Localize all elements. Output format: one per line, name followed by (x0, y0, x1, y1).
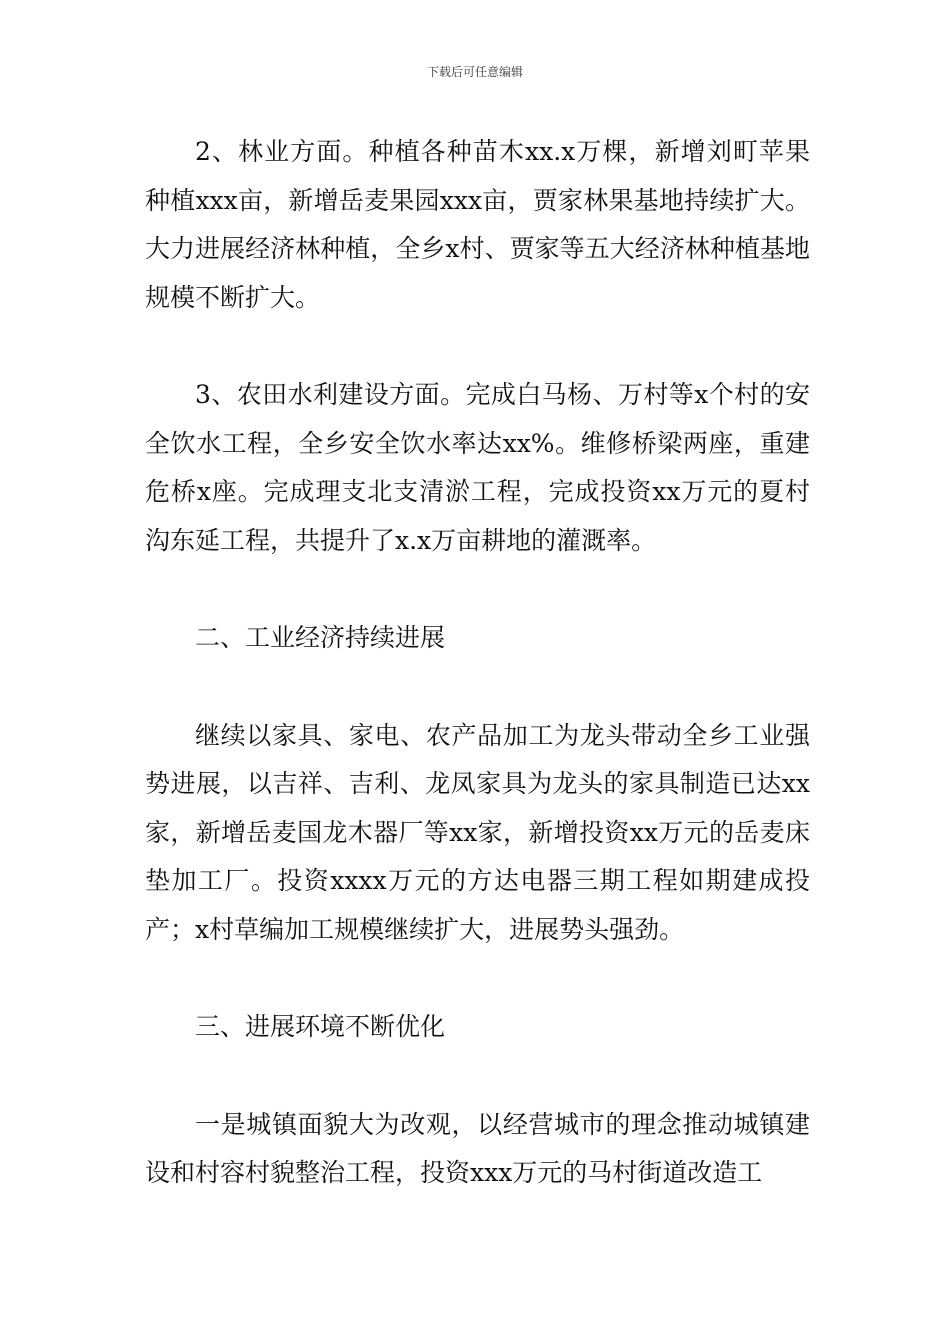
paragraph-water-conservancy: 3、农田水利建设方面。完成白马杨、万村等x个村的安全饮水工程，全乡安全饮水率达xx%。维修桥梁两座，重建危桥x座。完成理支北支清淤工程，完成投资xx万元的夏村沟东延工程，共提升了x.x万亩耕地的灌溉率。 (145, 380, 810, 555)
document-body (145, 128, 810, 1198)
section-heading-environment: 三、进展环境不断优化 (195, 1012, 446, 1041)
paragraph-town-appearance: 一是城镇面貌大为改观，以经营城市的理念推动城镇建设和村容村貌整治工程，投资xxx万元的马村街道改造工 (145, 1109, 810, 1187)
paragraph-forestry: 2、林业方面。种植各种苗木xx.x万棵，新增刘町苹果种植xxx亩，新增岳麦果园xxx亩，贾家林果基地持续扩大。大力进展经济林种植，全乡x村、贾家等五大经济林种植基地规模不断扩大。 (145, 137, 810, 312)
page-header: 下载后可任意编辑 (426, 65, 523, 79)
paragraph-industry: 继续以家具、家电、农产品加工为龙头带动全乡工业强势进展，以吉祥、吉利、龙凤家具为龙头的家具制造已达xx家，新增岳麦国龙木器厂等xx家，新增投资xx万元的岳麦床垫加工厂。投资xxxx万元的方达电器三期工程如期建成投产；x村草编加工规模继续扩大，进展势头强劲。 (145, 720, 810, 944)
section-heading-industry: 二、工业经济持续进展 (195, 623, 446, 652)
